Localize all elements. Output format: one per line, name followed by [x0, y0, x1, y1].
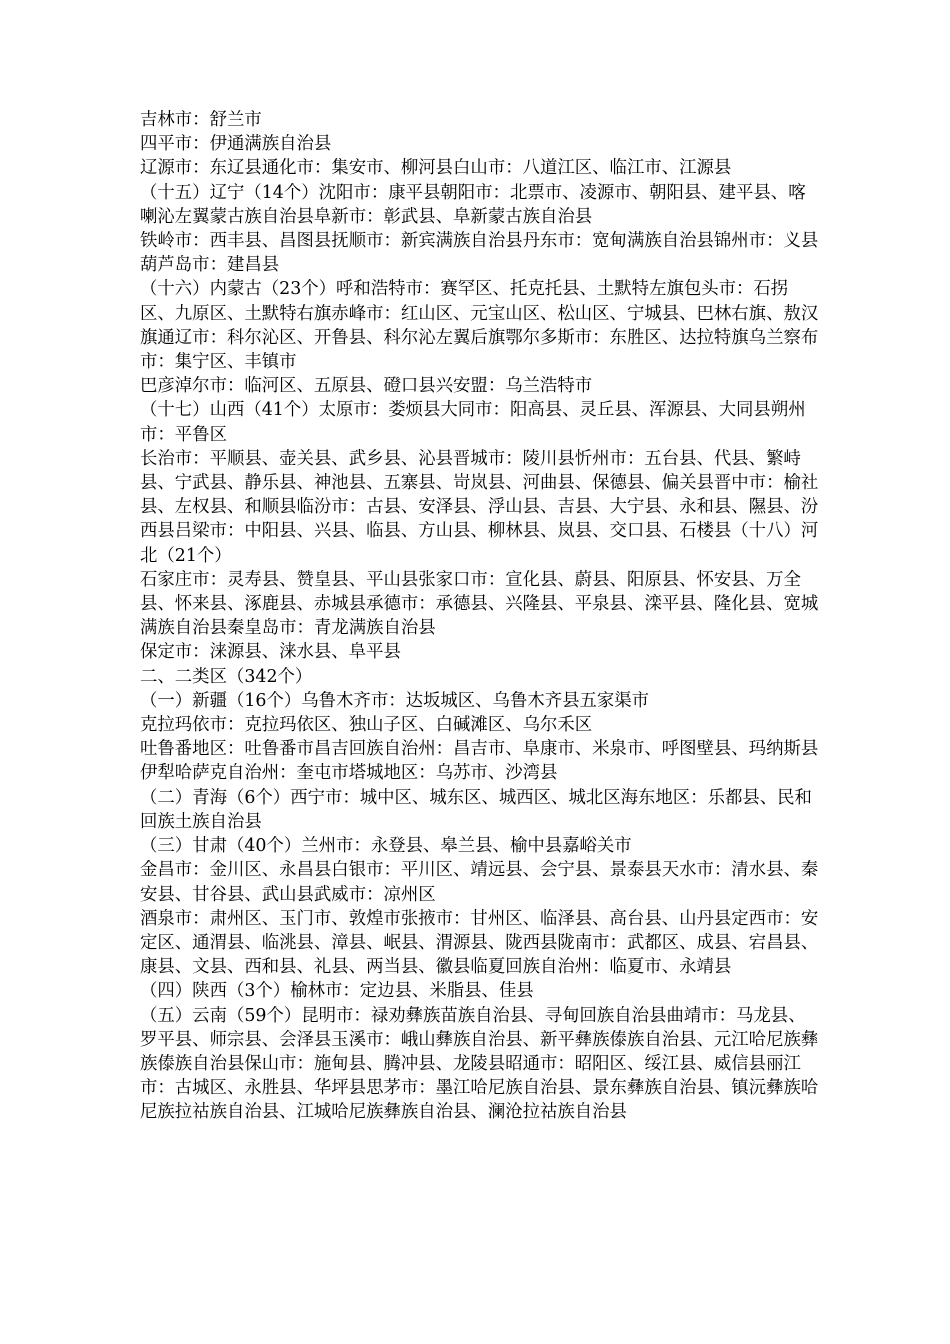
paragraph: 克拉玛依市：克拉玛依区、独山子区、白碱滩区、乌尔禾区 [140, 715, 593, 736]
section-heading: 二、二类区（342个） [140, 666, 313, 687]
paragraph: 酒泉市：肃州区、玉门市、敦煌市张掖市：甘州区、临泽县、高台县、山丹县定西市：安定区、通渭县、临洮县、漳县、岷县、渭源县、陇西县陇南市：武都区、成县、宕昌县、康县、文县、西和县、礼县、两当县、徽县临夏回族自治州：临夏市、永靖县 [140, 908, 819, 978]
paragraph: 巴彦淖尔市：临河区、五原县、磴口县兴安盟：乌兰浩特市 [140, 376, 593, 397]
paragraph: 吉林市：舒兰市 [140, 110, 262, 130]
paragraph: 吐鲁番地区：吐鲁番市昌吉回族自治州：昌吉市、阜康市、米泉市、呼图壁县、玛纳斯县伊犁哈萨克自治州：奎屯市塔城地区：乌苏市、沙湾县 [140, 739, 819, 784]
document-body [140, 108, 820, 1125]
paragraph: 金昌市：金川区、永昌县白银市：平川区、靖远县、会宁县、景泰县天水市：清水县、秦安县、甘谷县、武山县武威市：凉州区 [140, 860, 819, 905]
paragraph: （三）甘肃（40个）兰州市：永登县、皋兰县、榆中县嘉峪关市 [140, 836, 632, 857]
paragraph: （五）云南（59个）昆明市：禄劝彝族苗族自治县、寻甸回族自治县曲靖市：马龙县、罗平县、师宗县、会泽县玉溪市：峨山彝族自治县、新平彝族傣族自治县、元江哈尼族彝族傣族自治县保山市：施甸县、腾冲县、龙陵县昭通市：昭阳区、绥江县、威信县丽江市：古城区、永胜县、华坪县思茅市：墨江哈尼族自治县、景东彝族自治县、镇沅彝族哈尼族拉祜族自治县、江城哈尼族彝族自治县、澜沧拉祜族自治县 [140, 1005, 819, 1123]
paragraph: （十七）山西（41个）太原市：娄烦县大同市：阳高县、灵丘县、浑源县、大同县朔州市：平鲁区 [140, 400, 806, 445]
paragraph: 辽源市：东辽县通化市：集安市、柳河县白山市：八道江区、临江市、江源县 [140, 158, 732, 179]
paragraph: 铁岭市：西丰县、昌图县抚顺市：新宾满族自治县丹东市：宽甸满族自治县锦州市：义县葫芦岛市：建昌县 [140, 231, 819, 276]
paragraph: （十五）辽宁（14个）沈阳市：康平县朝阳市：北票市、凌源市、朝阳县、建平县、喀喇沁左翼蒙古族自治县阜新市：彰武县、阜新蒙古族自治县 [140, 182, 806, 227]
paragraph: （四）陕西（3个）榆林市：定边县、米脂县、佳县 [140, 981, 534, 1002]
paragraph: 四平市：伊通满族自治县 [140, 134, 332, 155]
paragraph: 石家庄市：灵寿县、赞皇县、平山县张家口市：宣化县、蔚县、阳原县、怀安县、万全县、怀来县、涿鹿县、赤城县承德市：承德县、兴隆县、平泉县、滦平县、隆化县、宽城满族自治县秦皇岛市：青龙满族自治县 [140, 569, 819, 639]
paragraph: （二）青海（6个）西宁市：城中区、城东区、城西区、城北区海东地区：乐都县、民和回族土族自治县 [140, 787, 812, 832]
paragraph: 长治市：平顺县、壶关县、武乡县、沁县晋城市：陵川县忻州市：五台县、代县、繁峙县、宁武县、静乐县、神池县、五寨县、岢岚县、河曲县、保德县、偏关县晋中市：榆社县、左权县、和顺县临汾市：古县、安泽县、浮山县、吉县、大宁县、永和县、隰县、汾西县吕梁市：中阳县、兴县、临县、方山县、柳林县、岚县、交口县、石楼县（十八）河北（21个） [140, 448, 819, 566]
paragraph: （一）新疆（16个）乌鲁木齐市：达坂城区、乌鲁木齐县五家渠市 [140, 690, 650, 711]
paragraph: 保定市：涞源县、涞水县、阜平县 [140, 642, 401, 663]
paragraph: （十六）内蒙古（23个）呼和浩特市：赛罕区、托克托县、土默特左旗包头市：石拐区、九原区、土默特右旗赤峰市：红山区、元宝山区、松山区、宁城县、巴林右旗、敖汉旗通辽市：科尔沁区、开鲁县、科尔沁左翼后旗鄂尔多斯市：东胜区、达拉特旗乌兰察布市：集宁区、丰镇市 [140, 279, 819, 373]
